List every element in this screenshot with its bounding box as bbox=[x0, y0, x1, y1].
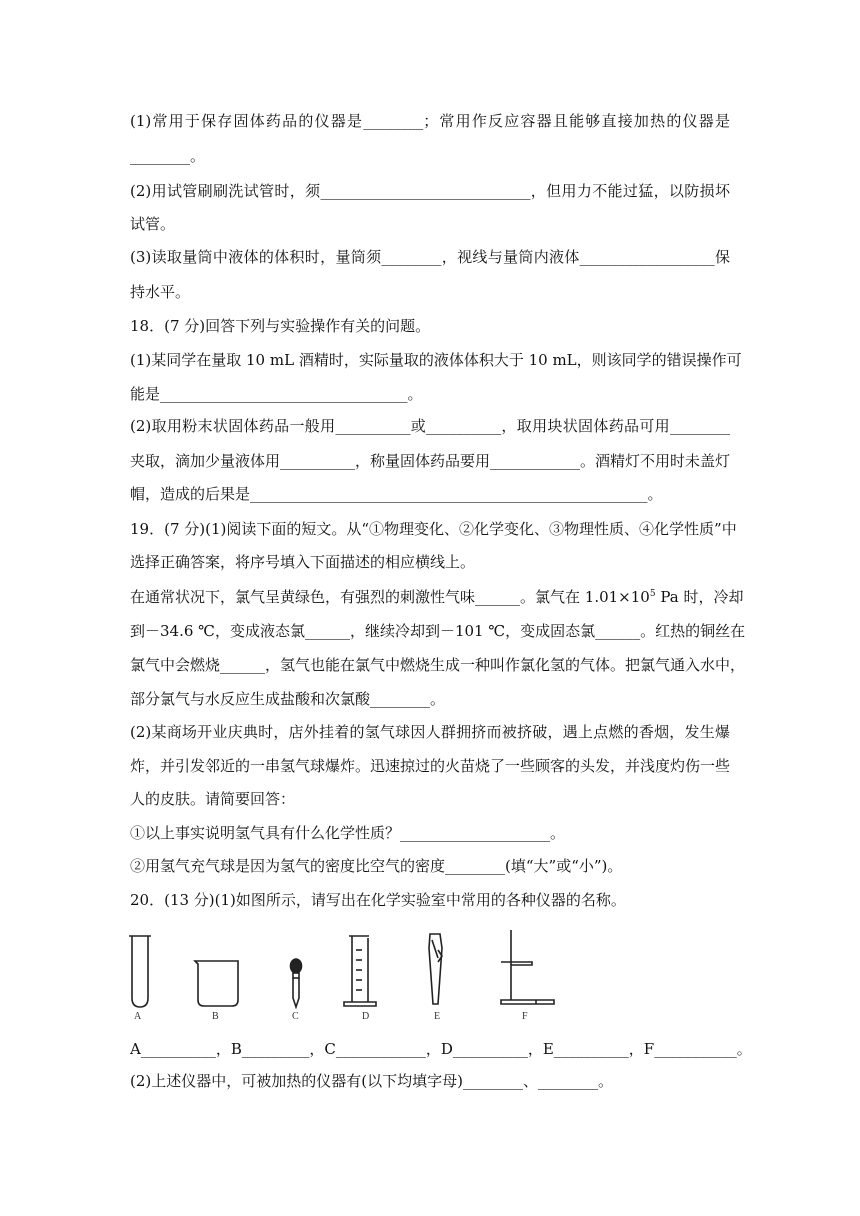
exponent: 5 bbox=[649, 589, 656, 599]
q17-part1-line2: ________。 bbox=[130, 147, 206, 165]
lab-instruments-figure bbox=[120, 928, 580, 1028]
figure-label-a: A bbox=[134, 1011, 142, 1022]
figure-label-e: E bbox=[434, 1011, 441, 1022]
q19-passage-line4: 部分氯气与水反应生成盐酸和次氯酸________。 bbox=[130, 690, 446, 708]
q19-question2: ②用氢气充气球是因为氢气的密度比空气的密度________(填“大”或“小”)。 bbox=[130, 857, 623, 875]
dropper-icon bbox=[291, 959, 302, 1007]
q19-part2-line1: (2)某商场开业庆典时，店外挂着的氢气球因人群拥挤而被挤破，遇上点燃的香烟，发生爆 bbox=[130, 723, 730, 741]
figure-label-c: C bbox=[292, 1011, 299, 1022]
test-tube-holder-icon bbox=[429, 934, 442, 1004]
test-tube-icon bbox=[129, 936, 151, 1007]
q18-part2-line1: (2)取用粉末状固体药品一般用__________或__________，取用块状固体药品可用________ bbox=[130, 417, 730, 435]
q19-passage-line2: 到－34.6 ℃，变成液态氯______，继续冷却到－101 ℃，变成固态氯______。红热的铜丝在 bbox=[130, 622, 746, 640]
q19-question1: ①以上事实说明氢气具有什么化学性质？____________________。 bbox=[130, 824, 566, 842]
q17-part2-line1: (2)用试管刷刷洗试管时，须____________________________，但用力不能过猛，以防损坏 bbox=[130, 182, 730, 200]
q19-part2-line3: 人的皮肤。请简要回答： bbox=[130, 790, 296, 808]
iron-stand-icon bbox=[501, 930, 554, 1004]
q18-part1-line1: (1)某同学在量取 10 mL 酒精时，实际量取的液体体积大于 10 mL，则该同学的错误操作可 bbox=[130, 351, 742, 369]
figure-label-d: D bbox=[362, 1011, 370, 1022]
q19-passage-tail: Pa 时，冷却 bbox=[655, 588, 744, 606]
q20-part1-answers: A__________，B_________，C____________，D__________，E__________，F___________。 bbox=[130, 1040, 752, 1058]
q19-passage-line1 bbox=[130, 587, 744, 607]
q18-part1-line2: 能是_________________________________。 bbox=[130, 385, 423, 403]
q20-heading: 20．(13 分)(1)如图所示，请写出在化学实验室中常用的各种仪器的名称。 bbox=[130, 891, 626, 909]
graduated-cylinder-icon bbox=[344, 936, 376, 1006]
instruments-drawing bbox=[120, 928, 580, 1028]
q17-part3-line1: (3)读取量筒中液体的体积时，量筒须________，视线与量筒内液体__________________保 bbox=[130, 248, 730, 266]
q19-part2-line2: 炸，并引发邻近的一串氢气球爆炸。迅速掠过的火苗烧了一些顾客的头发，并浅度灼伤一些 bbox=[130, 757, 731, 775]
figure-label-f: F bbox=[522, 1011, 528, 1022]
q17-part2-line2: 试管。 bbox=[130, 215, 176, 233]
q18-part2-line2: 夹取，滴加少量液体用__________，称量固体药品要用____________。酒精灯不用时未盖灯 bbox=[130, 452, 731, 470]
q17-part3-line2: 持水平。 bbox=[130, 283, 191, 301]
q17-part1-line1: (1)常用于保存固体药品的仪器是________；常用作反应容器且能够直接加热的仪器是 bbox=[130, 112, 730, 130]
q19-passage-line3: 氯气中会燃烧______，氢气也能在氯气中燃烧生成一种叫作氯化氢的气体。把氯气通入水中， bbox=[130, 656, 746, 674]
q18-heading: 18．(7 分)回答下列与实验操作有关的问题。 bbox=[130, 317, 431, 335]
q19-heading-line2: 选择正确答案，将序号填入下面描述的相应横线上。 bbox=[130, 553, 476, 571]
figure-label-b: B bbox=[212, 1011, 219, 1022]
q18-part2-line3: 帽，造成的后果是_____________________________________________________。 bbox=[130, 485, 663, 503]
q19-heading-line1: 19．(7 分)(1)阅读下面的短文。从“①物理变化、②化学变化、③物理性质、④化学性质”中 bbox=[130, 520, 737, 538]
beaker-icon bbox=[195, 961, 238, 1006]
q20-part2: (2)上述仪器中，可被加热的仪器有(以下均填字母)________、________。 bbox=[130, 1072, 613, 1090]
q19-passage-text: 在通常状况下，氯气呈黄绿色，有强烈的刺激性气味______。氯气在 1.01×10 bbox=[130, 588, 650, 606]
